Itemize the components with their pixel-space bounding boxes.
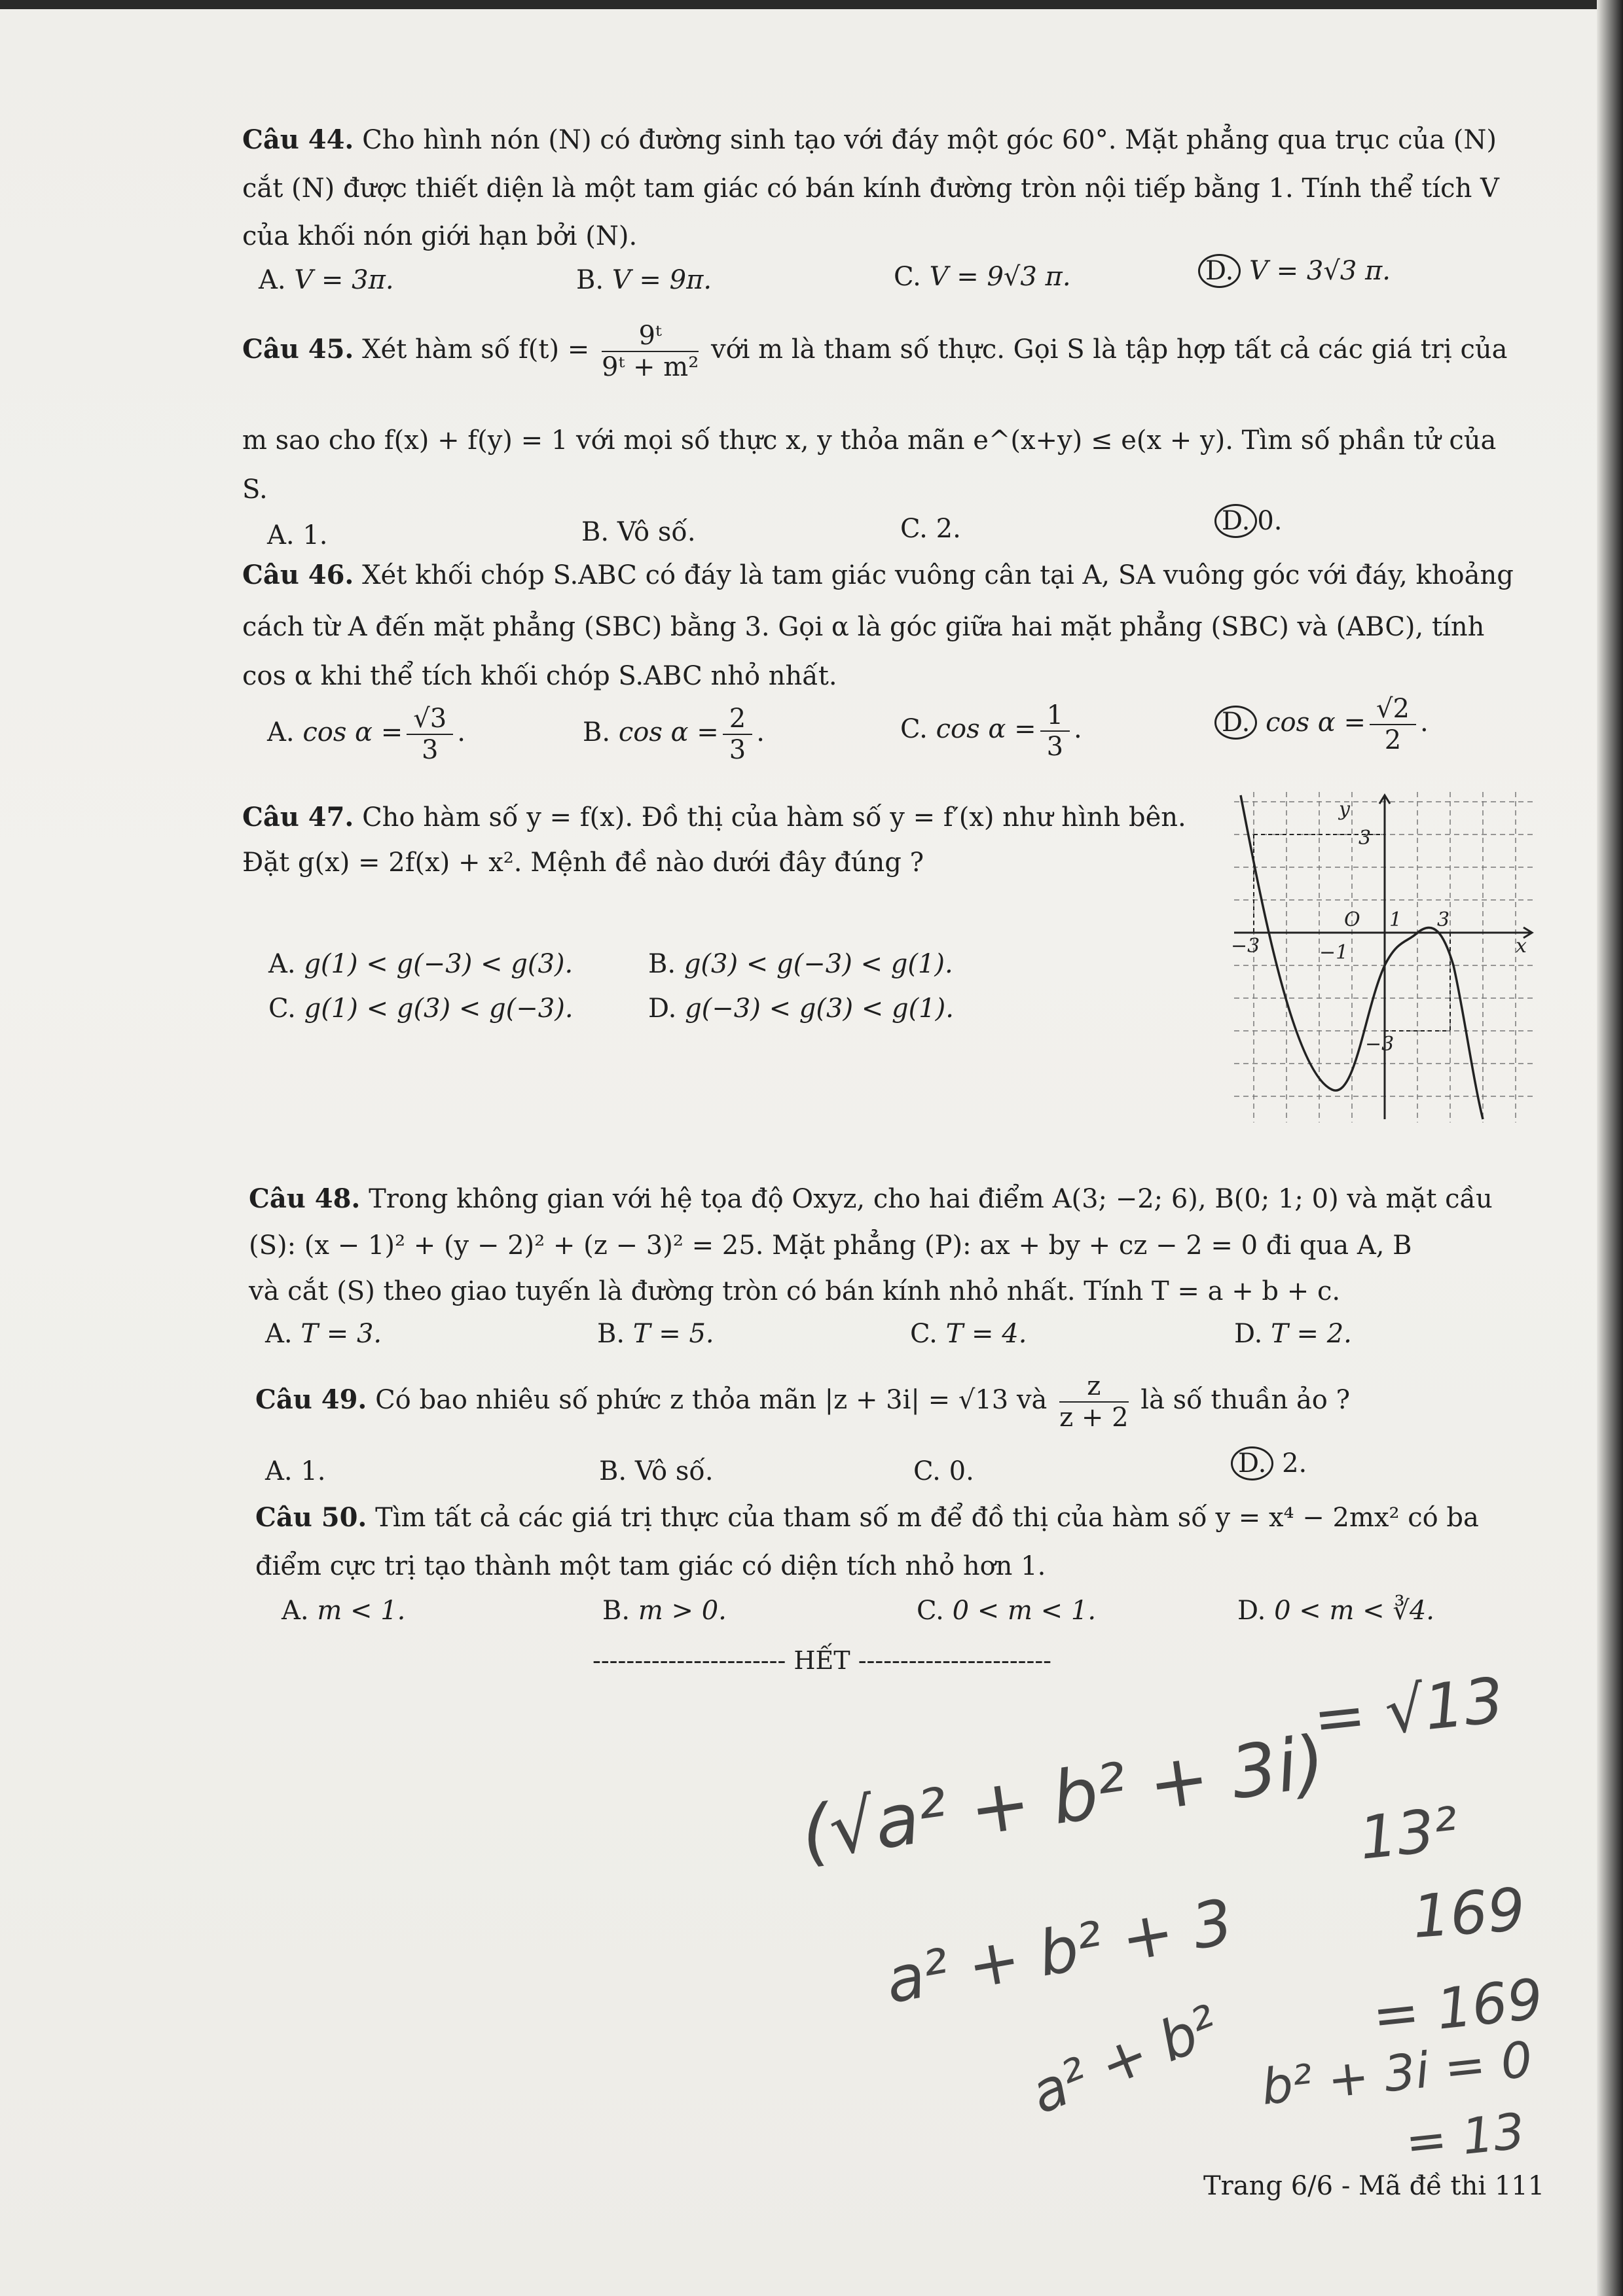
option-b: B. V = 9π. <box>576 265 712 295</box>
option-b: B. g(3) < g(−3) < g(1). <box>648 949 953 979</box>
hand-note: 13² <box>1356 1794 1462 1873</box>
option-a: A. cos α = $\frac{√3}{3}$ . <box>267 704 465 765</box>
question-text-line: cắt (N) được thiết diện là một tam giác có bán kính đường tròn nội tiếp bằng 1. Tính thể tích V <box>242 173 1499 204</box>
option-c: C. g(1) < g(3) < g(−3). <box>268 994 574 1024</box>
hand-note: (√a² + b² + 3i) <box>795 1719 1330 1876</box>
hand-note: 169 <box>1410 1875 1527 1952</box>
scan-edge-top <box>0 0 1623 9</box>
option-d: D. V = 3√3 π. <box>1198 254 1391 288</box>
hand-note: a² + b² <box>1021 1993 1228 2127</box>
option-a: A. m < 1. <box>282 1596 406 1626</box>
option-a: A. 1. <box>267 520 328 550</box>
question-label: Câu 44. <box>242 124 354 155</box>
label-y-neg1: −1 <box>1319 941 1349 964</box>
exam-page: Câu 44. Cho hình nón (N) có đường sinh tạo với đáy một góc 60°. Mặt phẳng qua trục của (N) cắt (N) được thiết diện là một tam giác có bán kính đường tròn nội tiếp bằng 1. Tính thể tích V của khối nón giới hạn bởi (N). A. V = 3π. B. V = 9π. C. V = 9√3 π. D. V = 3√3 π. Câu 45. Xét hàm số f(t) = $\frac{\text{9ᵗ}}{\text{9ᵗ + m²}}$ với m là tham số thực. Gọi S là tập hợp tất cả các giá trị của m sao cho f(x) + f(y) = 1 với mọi số thực x, y thỏa mãn e^(x+y) ≤ e(x + y). Tìm số phần tử của S. A. 1. B. Vô số. C. 2. D. 0. Câu 46. Xét khối chóp S.ABC có đáy là tam giác vuông cân tại A, SA vuông góc với đáy, khoảng cách từ A đến mặt phẳng (SBC) bằng 3. Gọi α là góc giữa hai mặt phẳng (SBC) và (ABC), tính cos α khi thể tích khối chóp S.ABC nhỏ nhất. A. cos α = $\frac{√3}{3}$ . B. cos α = $\frac{2}{3}$ . C. cos α = $\frac{1}{3}$ . D. cos α = $\frac{√2}{2}$ . Câu 47. Cho hàm số y = f(x). Đồ thị của hàm số y = f′(x) như hình bên. Đặt g(x) = 2f(x) + x². Mệnh đề nào dưới đây đúng ? A. g(1) < g(−3) < g(3). B. g(3) < g(−3) < g(1). C. g(1) < g(3) < g(−3). D. g(−3) < g(3) < g(1). y x O 1 3 −3 −1 −3 3 Câu 48. Trong không gian với hệ tọa độ Oxyz, cho hai điểm A(3; −2; 6), B(0; 1; 0) và mặt cầu (S): (x − 1)² + (y − 2)² + (z − 3)² = 25. Mặt phẳng (P): ax + by + cz − 2 = 0 đi qua A, B và cắt (S) theo giao tuyến là đường tròn có bán kính nhỏ nhất. Tính T = a + b + c. A. T = 3. B. T = 5. C. T = 4. D. T = 2. Câu 49. Có bao nhiêu số phức z thỏa mãn |z + 3i| = √13 và $\frac{z}{z + 2}$ là số thuần ảo ? A. 1. B. Vô số. C. 0. D. 2. Câu 50. Tìm tất cả các giá trị thực của tham số m để đồ thị của hàm số y = x⁴ − 2mx² có ba điểm cực trị tạo thành một tam giác có diện tích nhỏ hơn 1. A. m < 1. B. m > 0. C. 0 < m < 1. D. 0 < m < ∛4. ----------------------- HẾT ----------------------- (√a² + b² + 3i) = √13 13² 169 a² + b² + 3 = 169 a² + b² b² + 3i = 0 = 13 Trang 6/6 - Mã đề thi 111 <box>0 0 1623 2296</box>
label-y-neg3: −3 <box>1365 1033 1395 1056</box>
fraction: $\frac{\text{9ᵗ}}{\text{9ᵗ + m²}}$ <box>602 321 699 382</box>
option-c: C. T = 4. <box>910 1319 1027 1349</box>
option-a: A. T = 3. <box>265 1319 382 1349</box>
label-y-3: 3 <box>1359 827 1372 850</box>
answer-circle: D. <box>1198 254 1241 288</box>
label-y-axis: y <box>1339 798 1350 821</box>
question-text-line: Cho hình nón (N) có đường sinh tạo với đáy một góc 60°. Mặt phẳng qua trục của (N) <box>362 125 1497 155</box>
hand-note: = 13 <box>1402 2102 1528 2172</box>
hand-note: b² + 3i = 0 <box>1258 2030 1535 2116</box>
question-text-line: (S): (x − 1)² + (y − 2)² + (z − 3)² = 25. Mặt phẳng (P): ax + by + cz − 2 = 0 đi qua A, B <box>249 1230 1412 1261</box>
answer-circle: D. <box>1214 504 1257 538</box>
question-text-line: của khối nón giới hạn bởi (N). <box>242 221 638 251</box>
question-text-line: và cắt (S) theo giao tuyến là đường tròn có bán kính nhỏ nhất. Tính T = a + b + c. <box>249 1276 1341 1306</box>
option-d: D. 0. <box>1214 504 1283 538</box>
derivative-graph <box>1231 792 1535 1122</box>
option-b: B. cos α = $\frac{2}{3}$ . <box>583 704 765 765</box>
option-d: D. 0 < m < ∛4. <box>1237 1596 1434 1626</box>
page-footer: Trang 6/6 - Mã đề thi 111 <box>1203 2171 1545 2201</box>
question-label: Câu 50. <box>255 1502 367 1533</box>
label-x-neg3: −3 <box>1231 935 1260 958</box>
option-a: A. g(1) < g(−3) < g(3). <box>268 949 574 979</box>
fraction: $\frac{z}{z + 2}$ <box>1059 1371 1129 1433</box>
question-label: Câu 48. <box>249 1183 361 1214</box>
label-x-3: 3 <box>1437 908 1450 931</box>
option-c: C. cos α = $\frac{1}{3}$ . <box>900 700 1082 762</box>
question-text-line: điểm cực trị tạo thành một tam giác có diện tích nhỏ hơn 1. <box>255 1551 1046 1581</box>
question-text-line: cách từ A đến mặt phẳng (SBC) bằng 3. Gọi α là góc giữa hai mặt phẳng (SBC) và (ABC), tính <box>242 612 1485 642</box>
option-a: A. V = 3π. <box>259 265 394 295</box>
option-b: B. m > 0. <box>602 1596 727 1626</box>
hand-note: = 169 <box>1369 1967 1546 2049</box>
question-text-line: Đặt g(x) = 2f(x) + x². Mệnh đề nào dưới đây đúng ? <box>242 848 924 878</box>
answer-circle: D. <box>1214 706 1257 740</box>
option-d: D. cos α = $\frac{√2}{2}$ . <box>1214 694 1429 755</box>
question-label: Câu 49. <box>255 1384 367 1415</box>
question-text-line: m sao cho f(x) + f(y) = 1 với mọi số thực x, y thỏa mãn e^(x+y) ≤ e(x + y). Tìm số phần tử của <box>242 425 1497 456</box>
option-c: C. V = 9√3 π. <box>894 262 1071 292</box>
hand-note: a² + b² + 3 <box>880 1886 1238 2018</box>
option-b: B. Vô số. <box>599 1456 714 1486</box>
option-d: D. g(−3) < g(3) < g(1). <box>648 994 954 1024</box>
scan-edge-right <box>1597 0 1623 2296</box>
option-d: D. 2. <box>1231 1446 1307 1480</box>
end-marker: ----------------------- HẾT ----------------------- <box>593 1646 1052 1675</box>
option-b: B. Vô số. <box>581 517 696 547</box>
label-origin: O <box>1344 908 1360 931</box>
option-c: C. 0 < m < 1. <box>917 1596 1097 1626</box>
option-a: A. 1. <box>265 1456 326 1486</box>
hand-note: = √13 <box>1309 1664 1508 1756</box>
option-b: B. T = 5. <box>597 1319 714 1349</box>
label-x-1: 1 <box>1389 908 1402 931</box>
option-d: D. T = 2. <box>1234 1319 1352 1349</box>
label-x-axis: x <box>1516 935 1527 958</box>
option-c: C. 2. <box>900 514 961 544</box>
question-label: Câu 45. <box>242 334 354 365</box>
answer-circle: D. <box>1231 1446 1273 1480</box>
question-label: Câu 46. <box>242 560 354 590</box>
option-c: C. 0. <box>913 1456 974 1486</box>
question-text-line: S. <box>242 475 268 505</box>
question-text-line: cos α khi thể tích khối chóp S.ABC nhỏ nhất. <box>242 661 837 691</box>
question-label: Câu 47. <box>242 802 354 833</box>
